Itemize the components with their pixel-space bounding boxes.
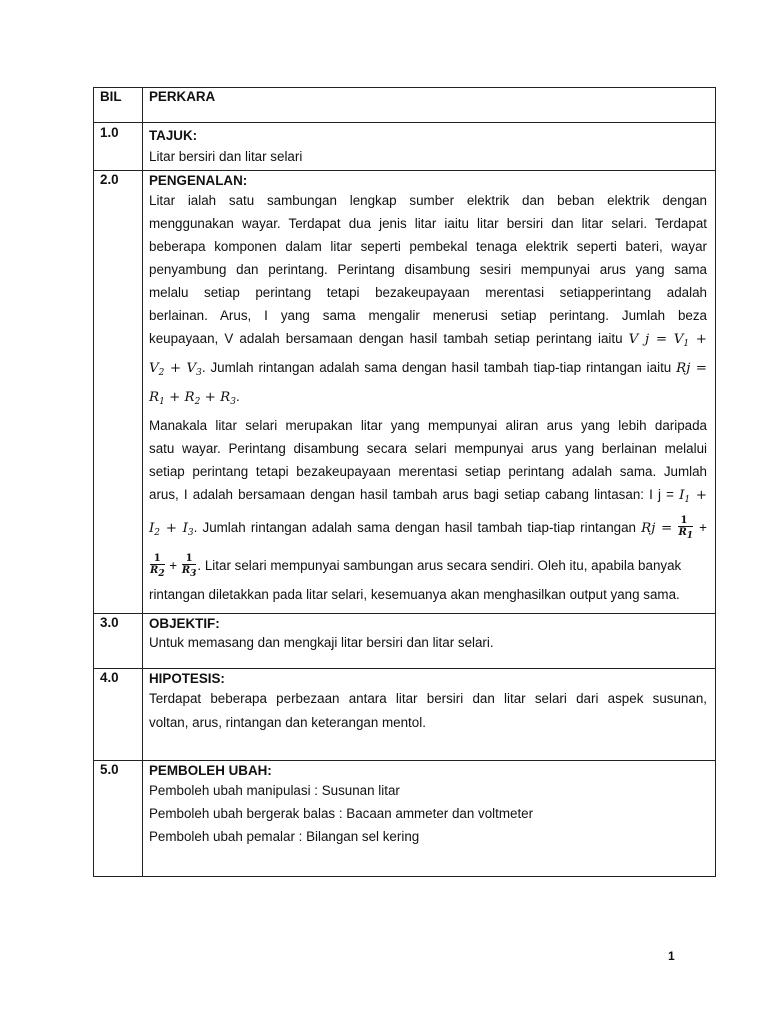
paragraph-line-with-formula: $I_2 + I_3$. Jumlah rintangan adalah sama dengan hasil tambah tiap-tiap rintangan Rj = $\frac{1}{R_1}$ + xyxy=(149,514,707,541)
paragraph-line: setiap perintang tetapi bezakeupayaan merentasi setiap perintang adalah sama. Jumlah xyxy=(149,464,707,479)
paragraph-line: Litar ialah satu sambungan lengkap sumber elektrik dan beban elektrik dengan xyxy=(149,193,707,208)
section-row-pemboleh-ubah xyxy=(94,761,716,877)
paragraph-line-with-formula: $\frac{1}{R_2}$ + $\frac{1}{R_3}$ . Litar selari mempunyai sambungan arus secara sendiri. Oleh itu, apabila banyak xyxy=(150,552,682,579)
section-text: Litar bersiri dan litar selari xyxy=(149,149,303,164)
document-table xyxy=(93,87,716,877)
paragraph-line: Terdapat beberapa perbezaan antara litar bersiri dan litar selari dari aspek susunan, xyxy=(149,691,707,706)
col-header-bil: BIL xyxy=(100,89,122,104)
section-row-hipotesis xyxy=(94,669,716,761)
paragraph-line: menggunakan wayar. Terdapat dua jenis litar iaitu litar bersiri dan litar selari. Terdapat xyxy=(149,216,707,231)
section-number: 1.0 xyxy=(100,125,119,140)
section-heading: HIPOTESIS: xyxy=(149,671,225,686)
variable-responding: Pemboleh ubah bergerak balas : Bacaan ammeter dan voltmeter xyxy=(149,806,534,821)
section-heading: PENGENALAN: xyxy=(149,173,248,188)
parallel-resistance-formula: Rj = xyxy=(641,521,673,536)
voltage-formula: V $j = V_1$ + xyxy=(628,332,707,349)
paragraph-line-with-formula: arus, I adalah bersamaan dengan hasil tambah arus bagi setiap cabang lintasan: I $j = I_1$ + xyxy=(149,487,707,505)
paragraph-line: melalu setiap perintang tetapi bezakeupayaan merentasi setiapperintang adalah xyxy=(149,285,707,300)
paragraph-line-with-formula: keupayaan, V adalah bersamaan dengan hasil tambah setiap perintang iaitu V $j = V_1$ + xyxy=(149,331,707,349)
paragraph-line: voltan, arus, rintangan dan keterangan mentol. xyxy=(149,715,426,730)
page-number: 1 xyxy=(668,949,675,963)
paragraph-line: rintangan diletakkan pada litar selari, kesemuanya akan menghasilkan output yang sama. xyxy=(149,587,680,602)
section-heading: TAJUK: xyxy=(149,128,198,143)
section-number: 5.0 xyxy=(100,762,119,777)
section-heading: PEMBOLEH UBAH: xyxy=(149,763,272,778)
paragraph-line: satu wayar. Perintang disambung secara selari mempunyai arus yang berlainan melalui xyxy=(149,441,707,456)
paragraph-line: penyambung dan perintang. Perintang disambung sesiri mempunyai arus yang sama xyxy=(149,262,707,277)
paragraph-line-with-formula: $V_2 + V_3$. Jumlah rintangan adalah sama dengan hasil tambah tiap-tiap rintangan iaitu Rj = xyxy=(149,360,707,378)
resistance-formula: Rj = xyxy=(676,361,707,376)
section-heading: OBJEKTIF: xyxy=(149,616,220,631)
section-row-pengenalan xyxy=(94,171,716,614)
section-number: 4.0 xyxy=(100,670,119,685)
paragraph-line: beberapa komponen dalam litar seperti pembekal tenaga elektrik seperti bateri, wayar xyxy=(149,239,707,254)
variable-manipulated: Pemboleh ubah manipulasi : Susunan litar xyxy=(149,783,400,798)
formula-line: $R_1 + R_2 + R_3$. xyxy=(149,389,240,407)
section-text: Untuk memasang dan mengkaji litar bersiri dan litar selari. xyxy=(149,635,494,650)
section-number: 3.0 xyxy=(100,615,119,630)
variable-constant: Pemboleh ubah pemalar : Bilangan sel kering xyxy=(149,829,420,844)
section-row-tajuk xyxy=(94,123,716,171)
section-row-objektif xyxy=(94,614,716,669)
paragraph-line: Manakala litar selari merupakan litar yang mempunyai aliran arus yang lebih daripada xyxy=(149,418,707,433)
current-formula: $I_1$ + xyxy=(679,488,707,505)
col-header-perkara: PERKARA xyxy=(149,89,216,104)
header-row xyxy=(94,88,716,123)
paragraph-line: berlainan. Arus, I yang sama mengalir menerusi setiap perintang. Jumlah beza xyxy=(149,308,707,323)
section-number: 2.0 xyxy=(100,172,119,187)
